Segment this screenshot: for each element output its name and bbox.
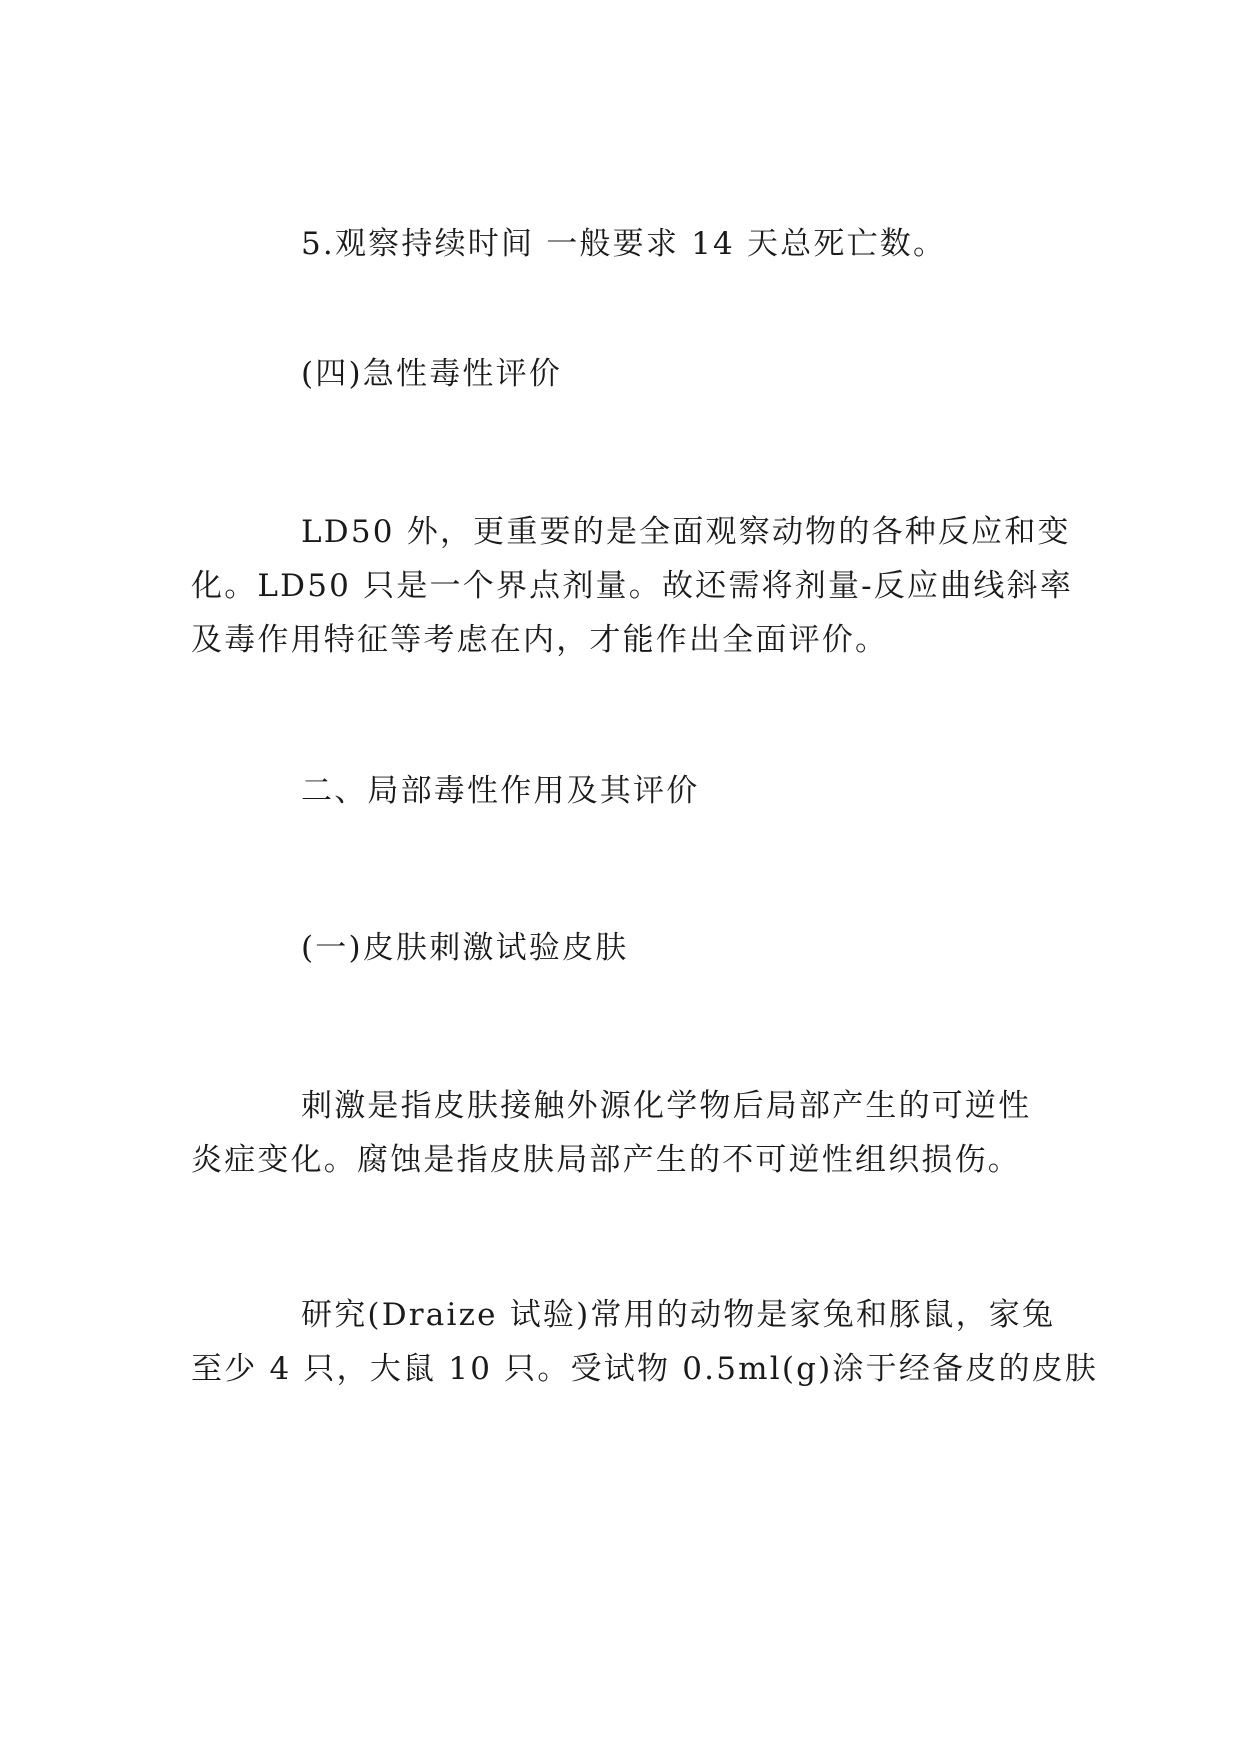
- paragraph-ld50-line-3: 及毒作用特征等考虑在内，才能作出全面评价。: [191, 622, 889, 658]
- section-heading-skin-irritation-test: (一)皮肤刺激试验皮肤: [301, 930, 629, 966]
- section-heading-local-toxicity: 二、局部毒性作用及其评价: [301, 773, 700, 809]
- section-heading-observation-duration: 5.观察持续时间 一般要求 14 天总死亡数。: [301, 226, 947, 262]
- section-heading-acute-toxicity-evaluation: (四)急性毒性评价: [301, 356, 562, 392]
- paragraph-ld50-line-1: LD50 外，更重要的是全面观察动物的各种反应和变: [301, 514, 1071, 550]
- paragraph-draize-line-2: 至少 4 只，大鼠 10 只。受试物 0.5ml(g)涂于经备皮的皮肤: [191, 1351, 1099, 1387]
- paragraph-irritation-line-2: 炎症变化。腐蚀是指皮肤局部产生的不可逆性组织损伤。: [191, 1142, 1021, 1178]
- paragraph-irritation-line-1: 刺激是指皮肤接触外源化学物后局部产生的可逆性: [301, 1088, 1032, 1124]
- paragraph-ld50-line-2: 化。LD50 只是一个界点剂量。故还需将剂量-反应曲线斜率: [191, 568, 1074, 604]
- paragraph-draize-line-1: 研究(Draize 试验)常用的动物是家兔和豚鼠，家兔: [301, 1297, 1056, 1333]
